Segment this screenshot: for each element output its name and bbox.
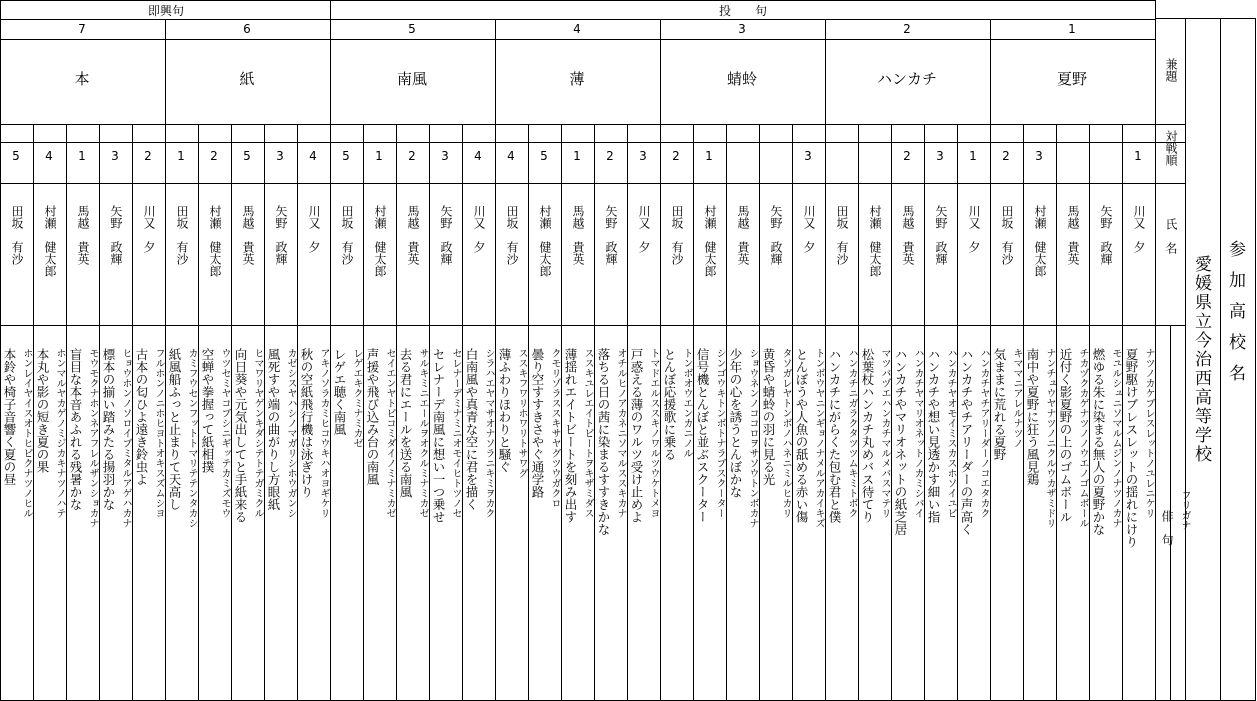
haiku-furigana: ハンカチヤチアリーダーノコエタカク bbox=[978, 348, 989, 518]
match-order: 4 bbox=[309, 149, 317, 163]
round-number: 3 bbox=[738, 22, 746, 36]
shimei-label: 氏 名 bbox=[1164, 218, 1178, 254]
haiku-text: 本鈴や椅子音響く夏の昼 bbox=[2, 348, 17, 486]
haiku-furigana: ヒマワリヤゲンキダシテトテガミクル bbox=[252, 348, 263, 518]
haiku-text: 空蝉や拳握って紙相撲 bbox=[200, 348, 215, 473]
round-number: 2 bbox=[903, 22, 911, 36]
haiku-furigana: ハンカチヤマリオネットノカミシバイ bbox=[912, 348, 923, 518]
haiku-text: ハンカチやマリオネットの紙芝居 bbox=[893, 348, 908, 536]
participant-name: 馬越 貴英 bbox=[1066, 205, 1080, 265]
grid-vline bbox=[330, 19, 331, 700]
participant-name: 川又 夕 bbox=[637, 205, 651, 253]
match-order: 3 bbox=[639, 149, 647, 163]
match-order: 2 bbox=[144, 149, 152, 163]
haiku-text: 近付く影夏野の上のゴムボール bbox=[1058, 348, 1073, 523]
haiku-furigana: トマドエルススキノワルツウケトメヨ bbox=[648, 348, 659, 518]
grid-vline bbox=[1255, 18, 1256, 701]
haiku-text: 南中や夏野に狂う風見鶏 bbox=[1025, 348, 1040, 486]
haiku-text: 黄昏や蜻蛉の羽に見る光 bbox=[761, 348, 776, 486]
haiku-furigana: モウモクナホンネアフレルザンショカナ bbox=[87, 348, 98, 528]
haiku-text: ハンカチや想い見透かす細い指 bbox=[926, 348, 941, 523]
match-order: 3 bbox=[276, 149, 284, 163]
grid-vline bbox=[132, 124, 133, 700]
round-topic: 夏野 bbox=[1056, 70, 1088, 88]
match-order: 4 bbox=[474, 149, 482, 163]
haiku-furigana: トンボオウエンカニノル bbox=[681, 348, 692, 458]
grid-vline bbox=[462, 124, 463, 700]
match-order: 1 bbox=[573, 149, 581, 163]
match-order: 5 bbox=[540, 149, 548, 163]
haiku-furigana: ススキフワリホワリトサワグ bbox=[516, 348, 527, 478]
haiku-text: 白南風や真青な空に君を描く bbox=[464, 348, 479, 511]
haiku-text: 気ままに荒れる夏野 bbox=[992, 348, 1007, 461]
haiku-furigana: オチルヒノアカネニソマルススキカナ bbox=[615, 348, 626, 518]
haiku-furigana: セイエンヤトビコミダイノミナミカゼ bbox=[384, 348, 395, 518]
participant-name: 川又 夕 bbox=[307, 205, 321, 253]
match-order: 1 bbox=[1134, 149, 1142, 163]
match-order: 5 bbox=[243, 149, 251, 163]
match-order: 3 bbox=[1035, 149, 1043, 163]
haiku-furigana: サルキミニエールヲオクルミナミカゼ bbox=[417, 348, 428, 518]
grid-hline bbox=[1155, 18, 1256, 19]
haiku-text: セレナーデ南風に想い一つ乗せ bbox=[431, 348, 446, 523]
haiku-furigana: マツバヅエハンカチマルメバスマテリ bbox=[879, 348, 890, 518]
haiku-text: 信号機とんぼと並ぶスクーター bbox=[695, 348, 710, 523]
haiku-furigana: ナツノカケブレスレットノユレニケリ bbox=[1143, 348, 1154, 518]
haiku-text: 向日葵や元気出してと手紙来る bbox=[233, 348, 248, 523]
participant-name: 川又 夕 bbox=[802, 205, 816, 253]
grid-vline bbox=[825, 19, 826, 700]
grid-vline bbox=[759, 124, 760, 700]
haiku-furigana: チカヅクカゲナツノノウエノゴムボール bbox=[1077, 348, 1088, 528]
round-topic: 薄 bbox=[569, 70, 585, 88]
grid-vline bbox=[561, 124, 562, 700]
match-order: 4 bbox=[507, 149, 515, 163]
haiku-furigana: ウツセミヤコブシニギッテカミズモウ bbox=[219, 348, 230, 518]
grid-vline bbox=[858, 124, 859, 700]
grid-vline bbox=[495, 19, 496, 700]
round-number: 1 bbox=[1068, 22, 1076, 36]
match-order: 4 bbox=[45, 149, 53, 163]
haiku-label: 俳 句 bbox=[1160, 510, 1174, 546]
participant-name: 村瀬 健太郎 bbox=[868, 205, 882, 277]
grid-vline bbox=[231, 124, 232, 700]
participant-name: 馬越 貴英 bbox=[76, 205, 90, 265]
sanka-label: 参加高校名 bbox=[1225, 240, 1245, 395]
match-order: 1 bbox=[375, 149, 383, 163]
grid-vline bbox=[264, 124, 265, 700]
haiku-text: 声援や飛び込み台の南風 bbox=[365, 348, 380, 486]
grid-vline bbox=[297, 124, 298, 700]
haiku-text: ハンカチにがらくた包む君と僕 bbox=[827, 348, 842, 523]
match-order: 5 bbox=[12, 149, 20, 163]
grid-vline bbox=[594, 124, 595, 700]
haiku-furigana: ホンマルヤカゲノミジカキナツノハテ bbox=[54, 348, 65, 518]
grid-vline bbox=[1056, 124, 1057, 700]
participant-name: 川又 夕 bbox=[1132, 205, 1146, 253]
participant-name: 馬越 貴英 bbox=[241, 205, 255, 265]
haiku-text: 薄ふわりほわりと騒ぐ bbox=[497, 348, 512, 473]
grid-vline bbox=[891, 124, 892, 700]
haiku-text: 去る君にエールを送る南風 bbox=[398, 348, 413, 498]
participant-name: 田坂 有沙 bbox=[340, 205, 354, 265]
haiku-furigana: アキノソラカミヒコウキハオヨギケリ bbox=[318, 348, 329, 518]
haiku-furigana: トンボウヤニンギョノナメルアカイキズ bbox=[813, 348, 824, 528]
haiku-text: 少年の心を誘うとんぼかな bbox=[728, 348, 743, 498]
match-order: 2 bbox=[408, 149, 416, 163]
participant-name: 田坂 有沙 bbox=[670, 205, 684, 265]
match-order: 1 bbox=[705, 149, 713, 163]
grid-vline bbox=[1023, 124, 1024, 700]
grid-vline bbox=[1089, 124, 1090, 700]
participant-name: 村瀬 健太郎 bbox=[208, 205, 222, 277]
participant-name: 馬越 貴英 bbox=[736, 205, 750, 265]
participant-name: 田坂 有沙 bbox=[175, 205, 189, 265]
haiku-text: ハンカチやチアリーダーの声高く bbox=[959, 348, 974, 536]
grid-vline bbox=[1220, 18, 1221, 701]
match-order: 3 bbox=[111, 149, 119, 163]
haiku-text: 紙風船ふっと止まりて天高し bbox=[167, 348, 182, 511]
haiku-text: 燃ゆる朱に染まる無人の夏野かな bbox=[1091, 348, 1106, 536]
participant-name: 矢野 政輝 bbox=[274, 205, 288, 265]
grid-hline bbox=[0, 39, 1156, 40]
school-name: 愛媛県立今治西高等学校 bbox=[1191, 255, 1211, 464]
participant-name: 矢野 政輝 bbox=[439, 205, 453, 265]
match-order: 5 bbox=[342, 149, 350, 163]
match-order: 2 bbox=[606, 149, 614, 163]
grid-vline bbox=[66, 124, 67, 700]
match-order: 3 bbox=[441, 149, 449, 163]
round-number: 5 bbox=[408, 22, 416, 36]
sokkyoku-label: 即興句 bbox=[147, 4, 185, 18]
haiku-furigana: クモリゾラススキサヤグツウガクロ bbox=[549, 348, 560, 508]
haiku-text: とんぼ応援歌に乗る bbox=[662, 348, 677, 461]
participant-name: 村瀬 健太郎 bbox=[538, 205, 552, 277]
haiku-furigana: ハンカチニガラクタツツムキミトボク bbox=[846, 348, 857, 518]
grid-vline bbox=[660, 19, 661, 700]
match-order: 2 bbox=[672, 149, 680, 163]
haiku-furigana: カゼシスヤハシノマガリシホウガンシ bbox=[285, 348, 296, 518]
grid-hline bbox=[0, 19, 1156, 20]
grid-hline bbox=[0, 325, 1185, 326]
grid-vline bbox=[363, 124, 364, 700]
participant-name: 矢野 政輝 bbox=[769, 205, 783, 265]
match-order: 2 bbox=[1002, 149, 1010, 163]
match-order: 1 bbox=[969, 149, 977, 163]
grid-vline bbox=[1185, 18, 1186, 701]
participant-name: 川又 夕 bbox=[472, 205, 486, 253]
round-topic: 蜻蛉 bbox=[726, 70, 758, 88]
participant-name: 田坂 有沙 bbox=[1000, 205, 1014, 265]
participant-name: 村瀬 健太郎 bbox=[43, 205, 57, 277]
grid-vline bbox=[1155, 0, 1156, 701]
grid-vline bbox=[33, 124, 34, 700]
participant-name: 田坂 有沙 bbox=[835, 205, 849, 265]
haiku-furigana: セレナーデミナミニオモイヒトツノセ bbox=[450, 348, 461, 518]
participant-name: 川又 夕 bbox=[967, 205, 981, 253]
round-number: 6 bbox=[243, 22, 251, 36]
match-order: 1 bbox=[78, 149, 86, 163]
participant-name: 村瀬 健太郎 bbox=[703, 205, 717, 277]
haiku-text: レゲエ聴く南風 bbox=[332, 348, 347, 436]
haiku-furigana: ナンチュウヤナツノニクルウカザミドリ bbox=[1044, 348, 1055, 528]
participant-name: 馬越 貴英 bbox=[571, 205, 585, 265]
haiku-text: 本丸や影の短き夏の果 bbox=[35, 348, 50, 473]
participant-name: 矢野 政輝 bbox=[1099, 205, 1113, 265]
haiku-furigana: タソガレヤトンボノハネニミルヒカリ bbox=[780, 348, 791, 518]
grid-vline bbox=[627, 124, 628, 700]
haiku-text: 戸惑える薄のワルツ受け止めよ bbox=[629, 348, 644, 523]
participant-name: 村瀬 健太郎 bbox=[373, 205, 387, 277]
grid-vline bbox=[924, 124, 925, 700]
haiku-text: 落ちる日の茜に染まるすすきかな bbox=[596, 348, 611, 536]
haiku-text: 盲目な本音あふれる残暑かな bbox=[68, 348, 83, 511]
haiku-furigana: カミフウセンフットトマリテテンタカシ bbox=[186, 348, 197, 528]
haiku-text: とんぼうや人魚の舐める赤い傷 bbox=[794, 348, 809, 523]
grid-vline bbox=[957, 124, 958, 700]
haiku-text: 曇り空すすきさやぐ通学路 bbox=[530, 348, 545, 498]
kendai-label: 兼題 bbox=[1164, 58, 1178, 82]
participant-name: 馬越 貴英 bbox=[901, 205, 915, 265]
haiku-text: 標本の揃い踏みたる揚羽かな bbox=[101, 348, 116, 511]
grid-vline bbox=[990, 19, 991, 700]
round-number: 7 bbox=[78, 22, 86, 36]
haiku-furigana: レゲエキクミナミカゼ bbox=[351, 348, 362, 448]
grid-vline bbox=[693, 124, 694, 700]
participant-name: 矢野 政輝 bbox=[934, 205, 948, 265]
grid-vline bbox=[396, 124, 397, 700]
grid-vline bbox=[198, 124, 199, 700]
participant-name: 矢野 政輝 bbox=[604, 205, 618, 265]
haiku-furigana: ススキユレエイトビートヲキザミダス bbox=[582, 348, 593, 518]
haiku-furigana: ホンレイヤイスオトヒビクナツノヒル bbox=[21, 348, 32, 518]
grid-hline bbox=[0, 183, 1185, 184]
haiku-furigana: ヒョウホンノソロイブミタルアゲハカナ bbox=[120, 348, 131, 528]
haiku-furigana: キママニアレルナツノ bbox=[1011, 348, 1022, 448]
haiku-furigana: モユルシュニソマルムジンノナツノカナ bbox=[1110, 348, 1121, 528]
grid-vline bbox=[792, 124, 793, 700]
haiku-furigana: シンゴウキトンボトナラブスクーター bbox=[714, 348, 725, 518]
haiku-text: 松葉杖ハンカチ丸めバス待てり bbox=[860, 348, 875, 523]
haiku-text: 薄揺れエイトビートを刻み出す bbox=[563, 348, 578, 523]
haiku-text: 古本の匂ひよ遠き鈴虫よ bbox=[134, 348, 149, 486]
match-order: 2 bbox=[210, 149, 218, 163]
round-number: 4 bbox=[573, 22, 581, 36]
participant-name: 田坂 有沙 bbox=[10, 205, 24, 265]
grid-hline bbox=[0, 124, 1185, 125]
taisenjun-label: 対戦順 bbox=[1164, 130, 1178, 166]
match-order: 1 bbox=[177, 149, 185, 163]
haiku-text: 秋の空紙飛行機は泳ぎけり bbox=[299, 348, 314, 498]
participant-name: 矢野 政輝 bbox=[109, 205, 123, 265]
furigana-label: フリガナ bbox=[1179, 490, 1190, 530]
grid-vline bbox=[99, 124, 100, 700]
participant-name: 馬越 貴英 bbox=[406, 205, 420, 265]
haiku-furigana: ハンカチヤオモイミスカスホソイユビ bbox=[945, 348, 956, 518]
grid-vline bbox=[165, 19, 166, 700]
grid-hline bbox=[0, 0, 1156, 1]
round-topic: 紙 bbox=[239, 70, 255, 88]
match-order: 3 bbox=[936, 149, 944, 163]
participant-name: 村瀬 健太郎 bbox=[1033, 205, 1047, 277]
haiku-furigana: ショウネンノココロヲサソウトンボカナ bbox=[747, 348, 758, 528]
grid-vline bbox=[1122, 124, 1123, 700]
touku-label: 投 句 bbox=[718, 4, 768, 18]
haiku-furigana: フルホンノニホヒヨトオキスズムシヨ bbox=[153, 348, 164, 518]
round-topic: ハンカチ bbox=[876, 70, 938, 88]
grid-hline bbox=[0, 142, 1185, 143]
grid-vline bbox=[726, 124, 727, 700]
haiku-text: 風死すや端の曲がりし方眼紙 bbox=[266, 348, 281, 511]
participant-name: 田坂 有沙 bbox=[505, 205, 519, 265]
participant-name: 川又 夕 bbox=[142, 205, 156, 253]
haiku-furigana: シラハエヤマサオナソラニキミヲカク bbox=[483, 348, 494, 518]
grid-vline bbox=[0, 0, 1, 701]
grid-vline bbox=[429, 124, 430, 700]
grid-vline bbox=[528, 124, 529, 700]
haiku-text: 夏野駆けブレスレットの揺れにけり bbox=[1124, 348, 1139, 548]
round-topic: 本 bbox=[74, 70, 90, 88]
match-order: 2 bbox=[903, 149, 911, 163]
match-order: 3 bbox=[804, 149, 812, 163]
round-topic: 南風 bbox=[396, 70, 428, 88]
